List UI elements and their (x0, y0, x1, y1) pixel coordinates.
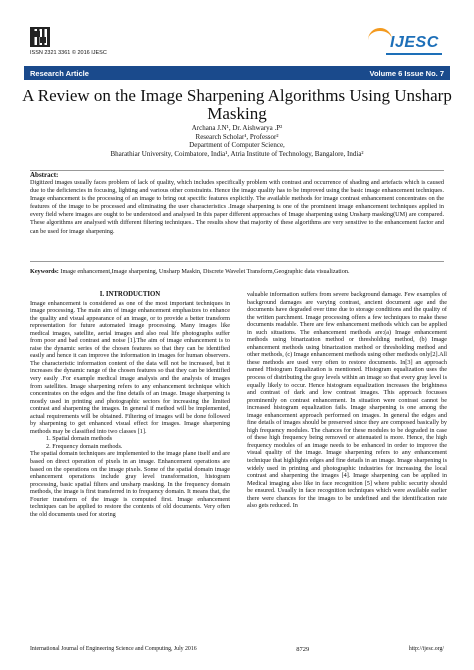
abstract-text: Digitized images usually faces problem of lack of quality, which includes specifically problem with contrast and occurrence of shading and artefacts which is caused due to the deficiencies in focusing, lighting and various other constraints. Hence the image quality has to be improved using the basic image enhancement techniques. Image enhancement is the processing of an image to bring out specific features explicitly. The available methods for image contrast enhancement concentrates on the features of the image to be processed and eliminating the user characteristics .Image sharpening is one of the prominent image enhancement techniques applied in every field where images are ought to be understood and analysed In this paper different approaches of Image sharpening using Unsharp masking(UM) are compared. These algorithms are analysed with different filtering techniques.. The results show that majority of these algorithms are very sensitive to the enhancement factor and can be used for image sharpening. (30, 179, 444, 235)
qr-code-icon (30, 27, 50, 47)
author-roles: Research Scholar¹, Professor² (195, 132, 279, 141)
right-column (247, 291, 447, 510)
author-names: Archana J.N¹, Dr. Aishwarya .P² (191, 124, 283, 132)
paper-title: A Review on the Image Sharpening Algorithms Using Unsharp Masking (22, 86, 452, 123)
abstract-label: Abstract: (30, 171, 59, 179)
list-item-frequency: 2. Frequency domain methods. (46, 442, 123, 450)
author-department: Department of Computer Science, (189, 141, 285, 150)
keywords-text: Image enhancement,Image sharpening, Unsharp Maskin, Discrete Wavelet Transform,Geographic data visualization. (58, 268, 350, 275)
intro-paragraph-2: The spatial domain techniques are implemented to the image plane itself and are based on direct operation of pixels in an image. Enhancement operations are based on the operations on the image pixels. Some of the spatial domain image enhancement operations include gray level transformation, histogram processing, basic spatial filters and unsharp masking. In the frequency domain methods, the image is first transferred in to frequency domain. It means that, the Fourier transform of the image is computed first. Image enhancement techniques can be applied to restore the contents of old documents. Very often the old documents used for storing (30, 450, 230, 518)
left-column (30, 291, 230, 518)
logo-arc-icon (368, 28, 392, 40)
section-heading-introduction: I. INTRODUCTION (99, 291, 161, 298)
article-banner (24, 66, 450, 80)
list-item-spatial: 1. Spatial domain methods (46, 435, 112, 443)
journal-logo (360, 28, 444, 58)
author-affiliations: Bharathiar University, Coimbatore, India¹, Atria Institute of Technology, Bangalore, India² (110, 149, 364, 158)
footer-journal: International Journal of Engineering Science and Computing, July 2016 (30, 646, 197, 652)
footer-url[interactable]: http://ijesc.org/ (408, 646, 444, 652)
issn-line: ISSN 2321 3361 © 2016 IJESC (30, 50, 107, 56)
logo-text: IJESC (390, 34, 439, 51)
logo-underline (386, 53, 442, 55)
author-block (20, 124, 454, 158)
banner-article-type: Research Article (30, 68, 89, 78)
banner-volume: Volume 6 Issue No. 7 (369, 68, 444, 78)
intro-paragraph-1: Image enhancement is considered as one of the most important techniques in image processing. The main aim of image enhancement emphasizes to enhance the quality and visual appearance of an image, or to provide a better transform representation for future automated image processing. Many images like medical images, satellite, aerial images and also real life photographs suffer from poor and bad contrast and noise [1].The aim of image enhancement is to raise the dynamic series of the chosen features so that they can be identified easily and hence it can improve the information in images for human observers. The characteristic information content of the data will not be increased, but it increases the dynamic range of the chosen features so that they can be identified very easily .For example medical image analysis and the analysis of images from satellites. Image sharpening refers to any enhancement technique which concentrates on the edges and the fine details of an image. Image sharpening is mostly used in printing and photographic sectors for increasing the limited contrast and sharpening the images. In general if method will be implemented, actual requirements will be obtained. Filtering of images will be done followed by sharpening to get enhanced visual effect for images. Image sharpening methods may be classified into two classes [1]. (30, 299, 230, 435)
keywords-line (30, 268, 444, 275)
intro-paragraph-3: valuable information suffers from severe background damage. Few examples of background damages are varying contrast, ancient document age and the documents have degraded over time due to storage conditions and the quality of the written parchment. Image processing offers a few techniques to make these documents readable. There are few enhancement methods which can be applied in such situations. The enhancement methods are:(a) Image enhancement methods using binarization method or thresholding method, (b) Image enhancement methods using binarization method or thresholding method and other methods, (c) Image enhancement methods using other methods only[2].All these methods are used very often to restore documents. In[3] an approach named Histogram Equalization is mentioned. Histogram equalization uses the process of distributing the gray levels within an image so that every gray level is equally likely to occur. Hence histogram equalization increases the brightness and contrast of dark and low contrast images. This approach focusses prominently on contrast enhancement. In situation were contrast cannot be increased histogram equalization fails. Image sharpening is one among the image enhancement approach performed on images. In general the edges and fine details of images should be preserved since they are composed basically by high frequency modules. The chances for these modules to be degraded in case of these high frequency being removed or attenuated is more. Hence, the high frequency modules of an image needs to be enhanced in order to improve the visual quality of the image. Image sharpening refers to any enhancement technique that highlights edges and fine details in an image. Image sharpening is widely used in printing and photographic industries for increasing the local contrast and sharpening the images [4]. Image sharpening can be applied in Medical imaging also like in face recognition [5] where public security should be ensured. Usually in face recognition techniques which were available earlier there were chances for the images to be undefined and the identification rate also gets reduced. In (247, 291, 447, 510)
footer-page-number: 8729 (296, 646, 310, 653)
page-footer (30, 646, 444, 653)
keywords-label: Keywords: (30, 268, 59, 275)
